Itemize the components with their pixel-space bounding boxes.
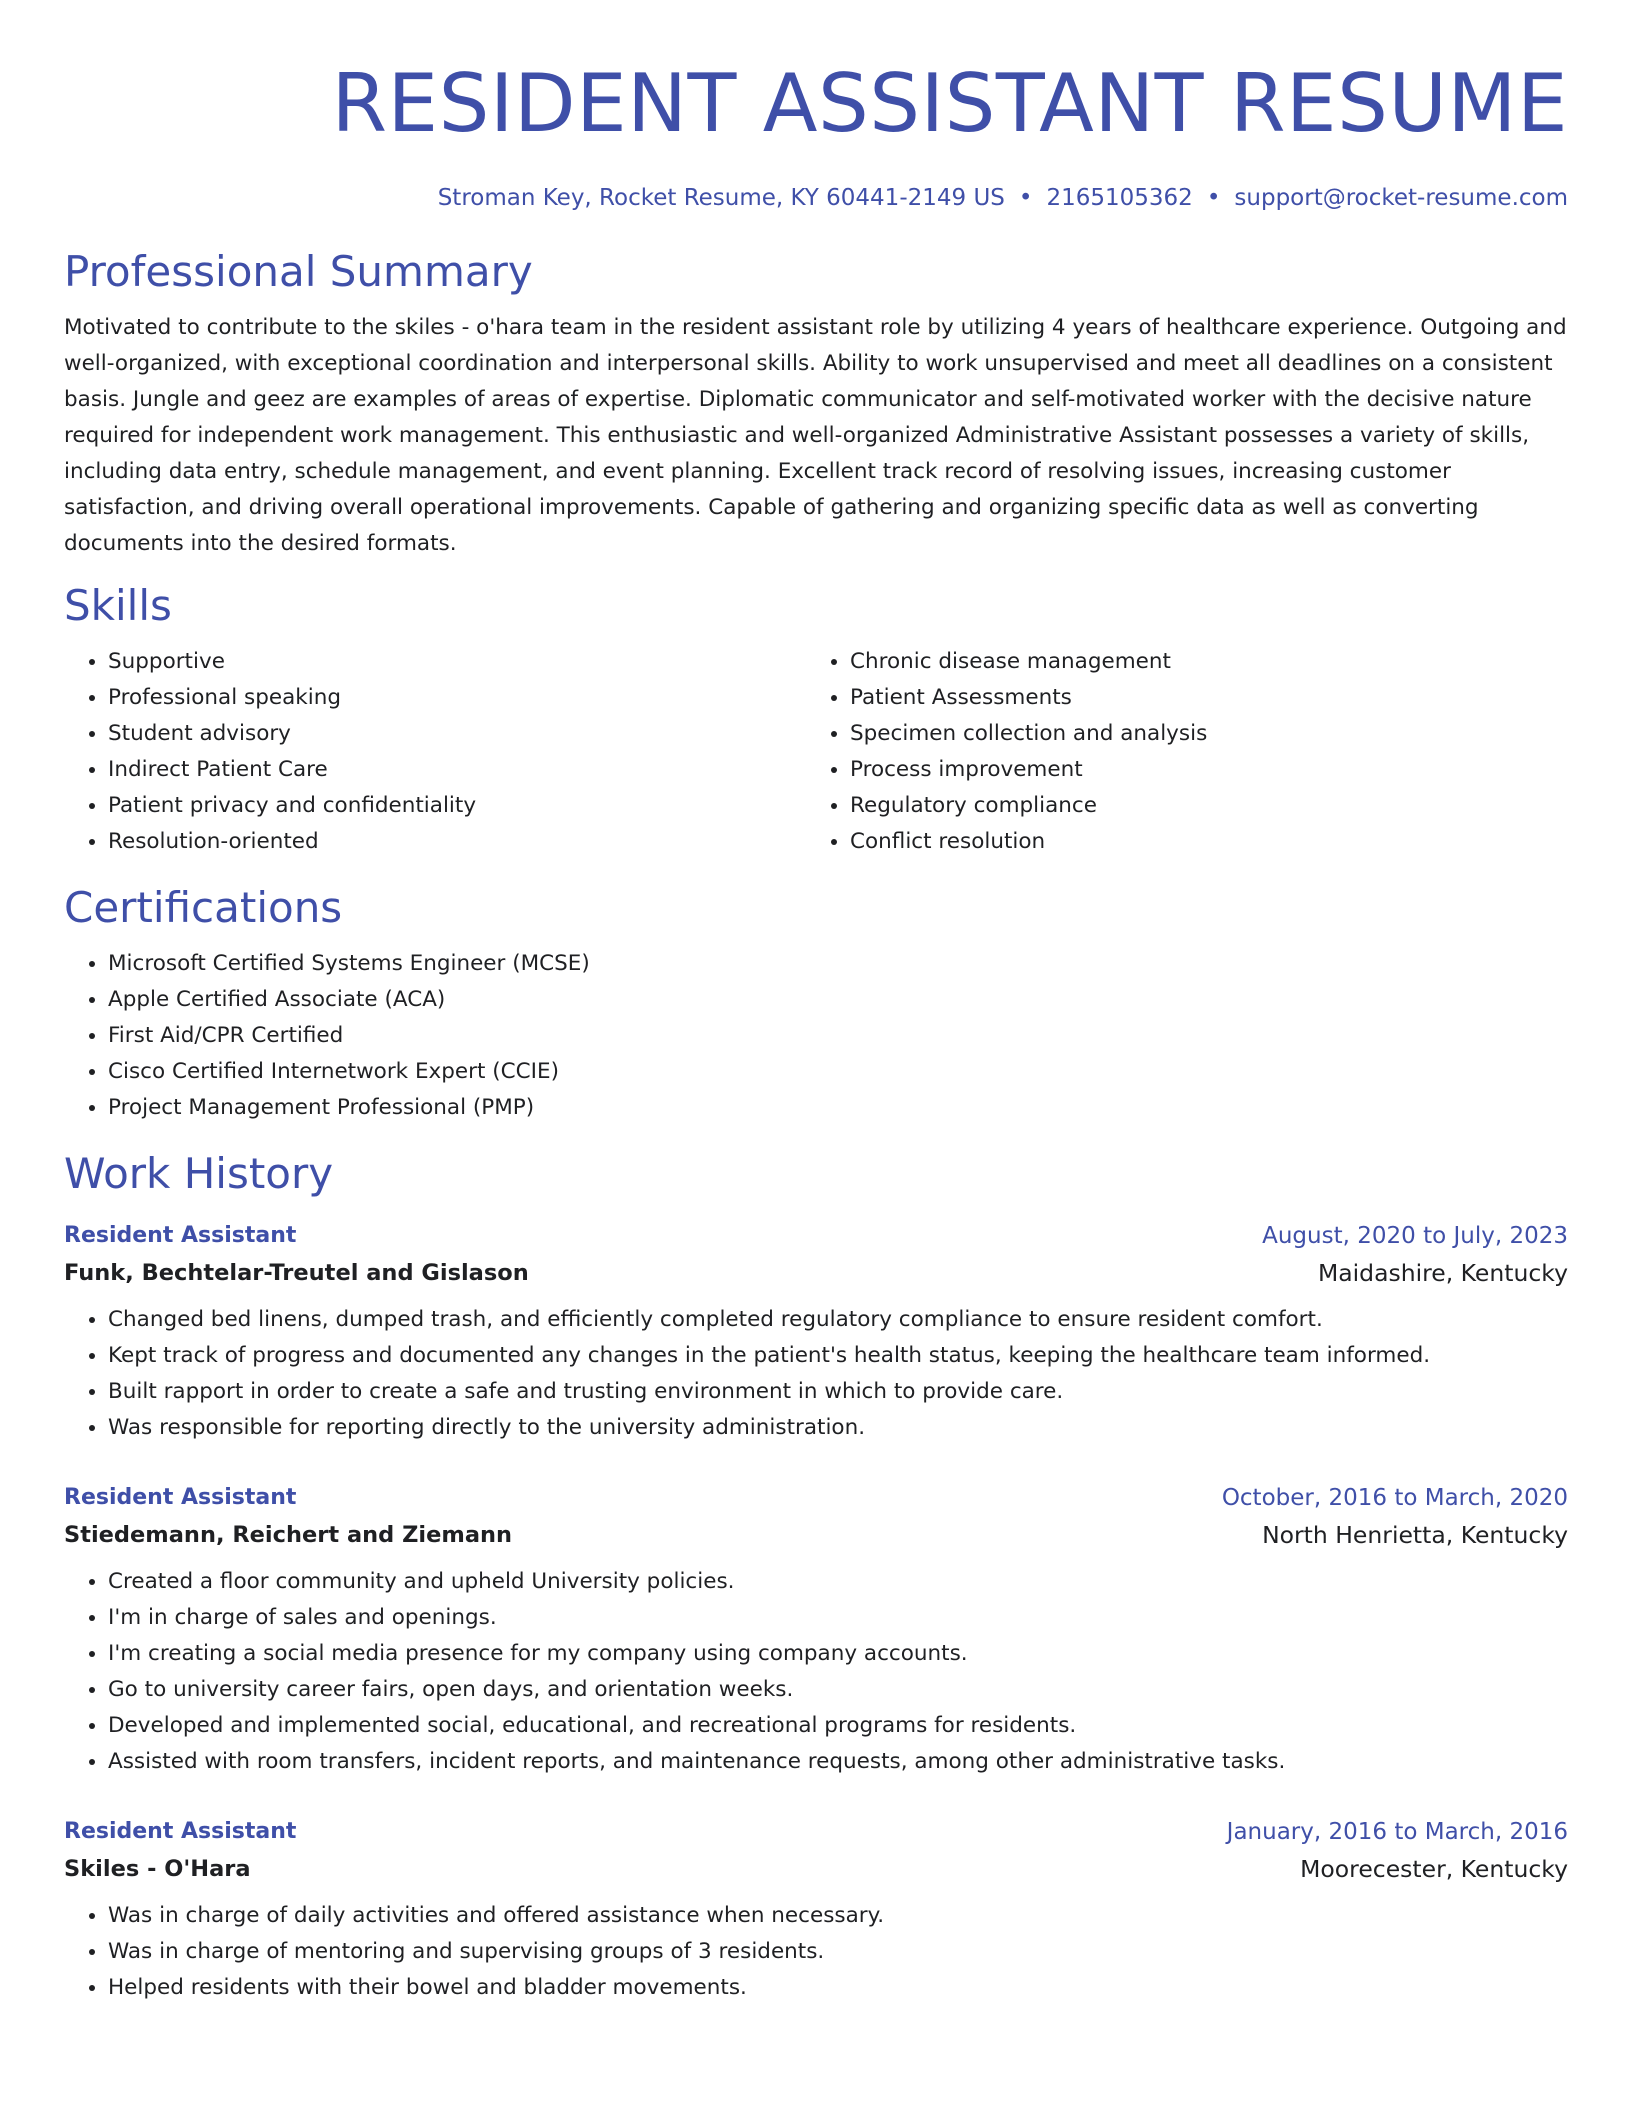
job-dates: January, 2016 to March, 2016 [1226,1819,1568,1845]
job-header-row [64,1480,1568,1516]
summary-text: Motivated to contribute to the skiles - o'hara team in the resident assistant role by utilizing 4 years of healthcare experience. Outgoing and well-organized, with exceptional coordination and interpersonal skills. Ability to work unsupervised and meet all deadlines on a consistent basis. Jungle and geez are examples of areas of expertise. Diplomatic communicator and self-motivated worker with the decisive nature required for independent work management. This enthusiastic and well-organized Administrative Assistant possesses a variety of skills, including data entry, schedule management, and event planning. Excellent track record of resolving issues, increasing customer satisfaction, and driving overall operational improvements. Capable of gathering and organizing specific data as well as converting documents into the desired formats. [64,315,1567,556]
skills-list-right [806,644,1548,860]
job-duty-item: • Changed bed linens, dumped trash, and efficiently completed regulatory compliance to ensure resident comfort. [108,1302,1568,1338]
job-dates: October, 2016 to March, 2020 [1221,1485,1568,1511]
job-company: Funk, Bechtelar-Treutel and Gislason [64,1260,529,1286]
job-title: Resident Assistant [64,1223,297,1248]
certifications-list [64,946,1568,1126]
resume-title: RESIDENT ASSISTANT RESUME [331,57,1568,150]
skill-item: • Indirect Patient Care [108,752,806,788]
certification-item: • Cisco Certified Internetwork Expert (CCIE) [108,1054,1568,1090]
certification-item: • Project Management Professional (PMP) [108,1090,1568,1126]
job-header-row [64,1814,1568,1850]
job-employer-row [64,1850,1568,1888]
contact-line [64,182,1568,214]
skill-item: • Chronic disease management [850,644,1548,680]
contact-phone: 2165105362 [1046,185,1193,211]
job-duty-item: • Go to university career fairs, open days, and orientation weeks. [108,1672,1568,1708]
skill-item: • Process improvement [850,752,1548,788]
job-duty-item: • I'm creating a social media presence for my company using company accounts. [108,1636,1568,1672]
skills-list-left [64,644,806,860]
job-duty-item: • Helped residents with their bowel and bladder movements. [108,1970,1568,2006]
skills-heading: Skills [64,581,172,630]
certification-item: • Microsoft Certified Systems Engineer (MCSE) [108,946,1568,982]
skill-item: • Professional speaking [108,680,806,716]
skills-column-right [806,644,1548,860]
skill-item: • Patient privacy and confidentiality [108,788,806,824]
skill-item: • Student advisory [108,716,806,752]
job-company: Skiles - O'Hara [64,1856,251,1882]
job-dates: August, 2020 to July, 2023 [1262,1223,1568,1249]
skill-item: • Patient Assessments [850,680,1548,716]
job-duties-list [64,1898,1568,2006]
job-entry [64,1218,1568,1446]
job-location: North Henrietta, Kentucky [1262,1521,1568,1549]
job-duty-item: • I'm in charge of sales and openings. [108,1600,1568,1636]
work-history-heading: Work History [64,1149,334,1198]
job-duties-list [64,1302,1568,1446]
skill-item: • Conflict resolution [850,824,1548,860]
job-duty-item: • Developed and implemented social, educational, and recreational programs for residents. [108,1708,1568,1744]
contact-separator: • [1018,185,1033,211]
job-entry [64,1480,1568,1780]
summary-heading: Professional Summary [64,247,533,296]
skill-item: • Specimen collection and analysis [850,716,1548,752]
certification-item: • First Aid/CPR Certified [108,1018,1568,1054]
job-duty-item: • Kept track of progress and documented any changes in the patient's health status, keeping the healthcare team informed. [108,1338,1568,1374]
job-location: Maidashire, Kentucky [1317,1259,1568,1287]
job-duty-item: • Was responsible for reporting directly to the university administration. [108,1410,1568,1446]
skills-column-left [64,644,806,860]
contact-address: Stroman Key, Rocket Resume, KY 60441-2149 US [437,185,1005,211]
job-employer-row [64,1254,1568,1292]
job-duties-list [64,1564,1568,1780]
contact-separator: • [1206,185,1221,211]
job-entry [64,1814,1568,2006]
job-location: Moorecester, Kentucky [1300,1855,1568,1883]
certification-item: • Apple Certified Associate (ACA) [108,982,1568,1018]
skill-item: • Regulatory compliance [850,788,1548,824]
job-duty-item: • Assisted with room transfers, incident reports, and maintenance requests, among other administrative tasks. [108,1744,1568,1780]
job-title: Resident Assistant [64,1819,297,1844]
job-duty-item: • Built rapport in order to create a safe and trusting environment in which to provide care. [108,1374,1568,1410]
job-company: Stiedemann, Reichert and Ziemann [64,1522,513,1548]
job-duty-item: • Was in charge of daily activities and offered assistance when necessary. [108,1898,1568,1934]
skill-item: • Resolution-oriented [108,824,806,860]
job-duty-item: • Created a floor community and upheld University policies. [108,1564,1568,1600]
contact-email: support@rocket-resume.com [1234,185,1568,211]
resume-page [64,0,1568,2006]
job-employer-row [64,1516,1568,1554]
job-header-row [64,1218,1568,1254]
skill-item: • Supportive [108,644,806,680]
certifications-heading: Certifications [64,883,343,932]
job-duty-item: • Was in charge of mentoring and supervising groups of 3 residents. [108,1934,1568,1970]
job-title: Resident Assistant [64,1485,297,1510]
skills-grid [64,644,1568,860]
